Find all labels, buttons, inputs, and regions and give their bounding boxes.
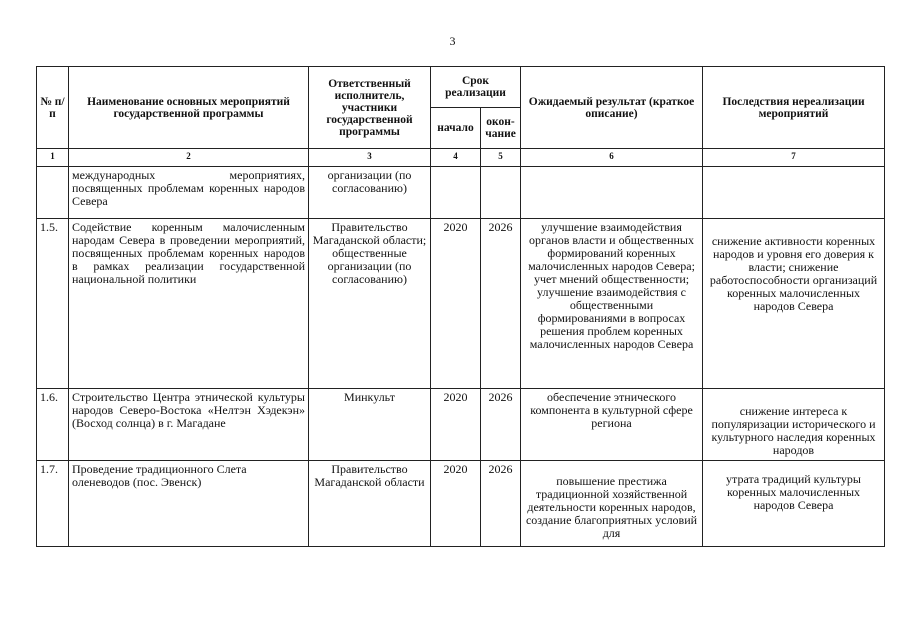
column-number: 4 [431, 149, 481, 167]
header-end: окон-чание [481, 108, 521, 149]
column-number: 6 [521, 149, 703, 167]
column-number: 7 [703, 149, 885, 167]
column-number: 5 [481, 149, 521, 167]
header-name: Наименование основных мероприятий государственной программы [69, 67, 309, 149]
header-num: № п/п [37, 67, 69, 149]
program-activities-table [36, 66, 885, 547]
page-number: 3 [449, 34, 456, 48]
row-consequences: утрата традиций культуры коренных малочисленных народов Севера [703, 461, 885, 547]
table-row [37, 389, 885, 461]
row-activity-name: Содействие коренным малочисленным народам Севера в проведении мероприятий, посвященных проблемам коренных народов в рамках реализации государственной национальной политики [69, 219, 309, 389]
row-start-year [431, 167, 481, 219]
header-executor: Ответственный исполнитель, участники государственной программы [309, 67, 431, 149]
row-end-year: 2026 [481, 461, 521, 547]
row-executor: Правительство Магаданской области [309, 461, 431, 547]
header-term: Срок реализации [431, 67, 521, 108]
row-index: 1.7. [37, 461, 69, 547]
row-consequences: снижение интереса к популяризации исторического и культурного наследия коренных народов [703, 389, 885, 461]
row-start-year: 2020 [431, 461, 481, 547]
row-result: повышение престижа традиционной хозяйственной деятельности коренных народов, создание благоприятных условий для [521, 461, 703, 547]
row-end-year: 2026 [481, 219, 521, 389]
row-executor: Минкульт [309, 389, 431, 461]
table-row [37, 167, 885, 219]
column-number: 2 [69, 149, 309, 167]
row-activity-name: Строительство Центра этнической культуры народов Северо-Востока «Нелтэн Хэдекэн» (Восход солнца) в г. Магадане [69, 389, 309, 461]
column-number-row [37, 149, 885, 167]
row-end-year: 2026 [481, 389, 521, 461]
row-end-year [481, 167, 521, 219]
row-executor: Правительство Магаданской области; общественные организации (по согласованию) [309, 219, 431, 389]
row-result: обеспечение этнического компонента в культурной сфере региона [521, 389, 703, 461]
table-row [37, 461, 885, 547]
row-activity-name: Проведение традиционного Слета оленеводов (пос. Эвенск) [69, 461, 309, 547]
row-start-year: 2020 [431, 219, 481, 389]
header-consequences: Последствия нереализации мероприятий [703, 67, 885, 149]
row-consequences: снижение активности коренных народов и уровня его доверия к власти; снижение работоспособности организаций коренных малочисленных народов Севера [703, 219, 885, 389]
row-index: 1.6. [37, 389, 69, 461]
column-number: 1 [37, 149, 69, 167]
table-row [37, 219, 885, 389]
column-number: 3 [309, 149, 431, 167]
row-index [37, 167, 69, 219]
row-index: 1.5. [37, 219, 69, 389]
header-start: начало [431, 108, 481, 149]
row-consequences [703, 167, 885, 219]
header-row [37, 67, 885, 108]
row-result [521, 167, 703, 219]
row-result: улучшение взаимодействия органов власти и общественных формирований коренных малочисленных народов Севера; учет мнений общественности; улучшение взаимодействия с общественными формированиями в вопросах решения проблем коренных малочисленных народов Севера [521, 219, 703, 389]
row-activity-name: международных мероприятиях, посвященных проблемам коренных народов Севера [69, 167, 309, 219]
header-result: Ожидаемый результат (краткое описание) [521, 67, 703, 149]
row-start-year: 2020 [431, 389, 481, 461]
row-executor: организации (по согласованию) [309, 167, 431, 219]
